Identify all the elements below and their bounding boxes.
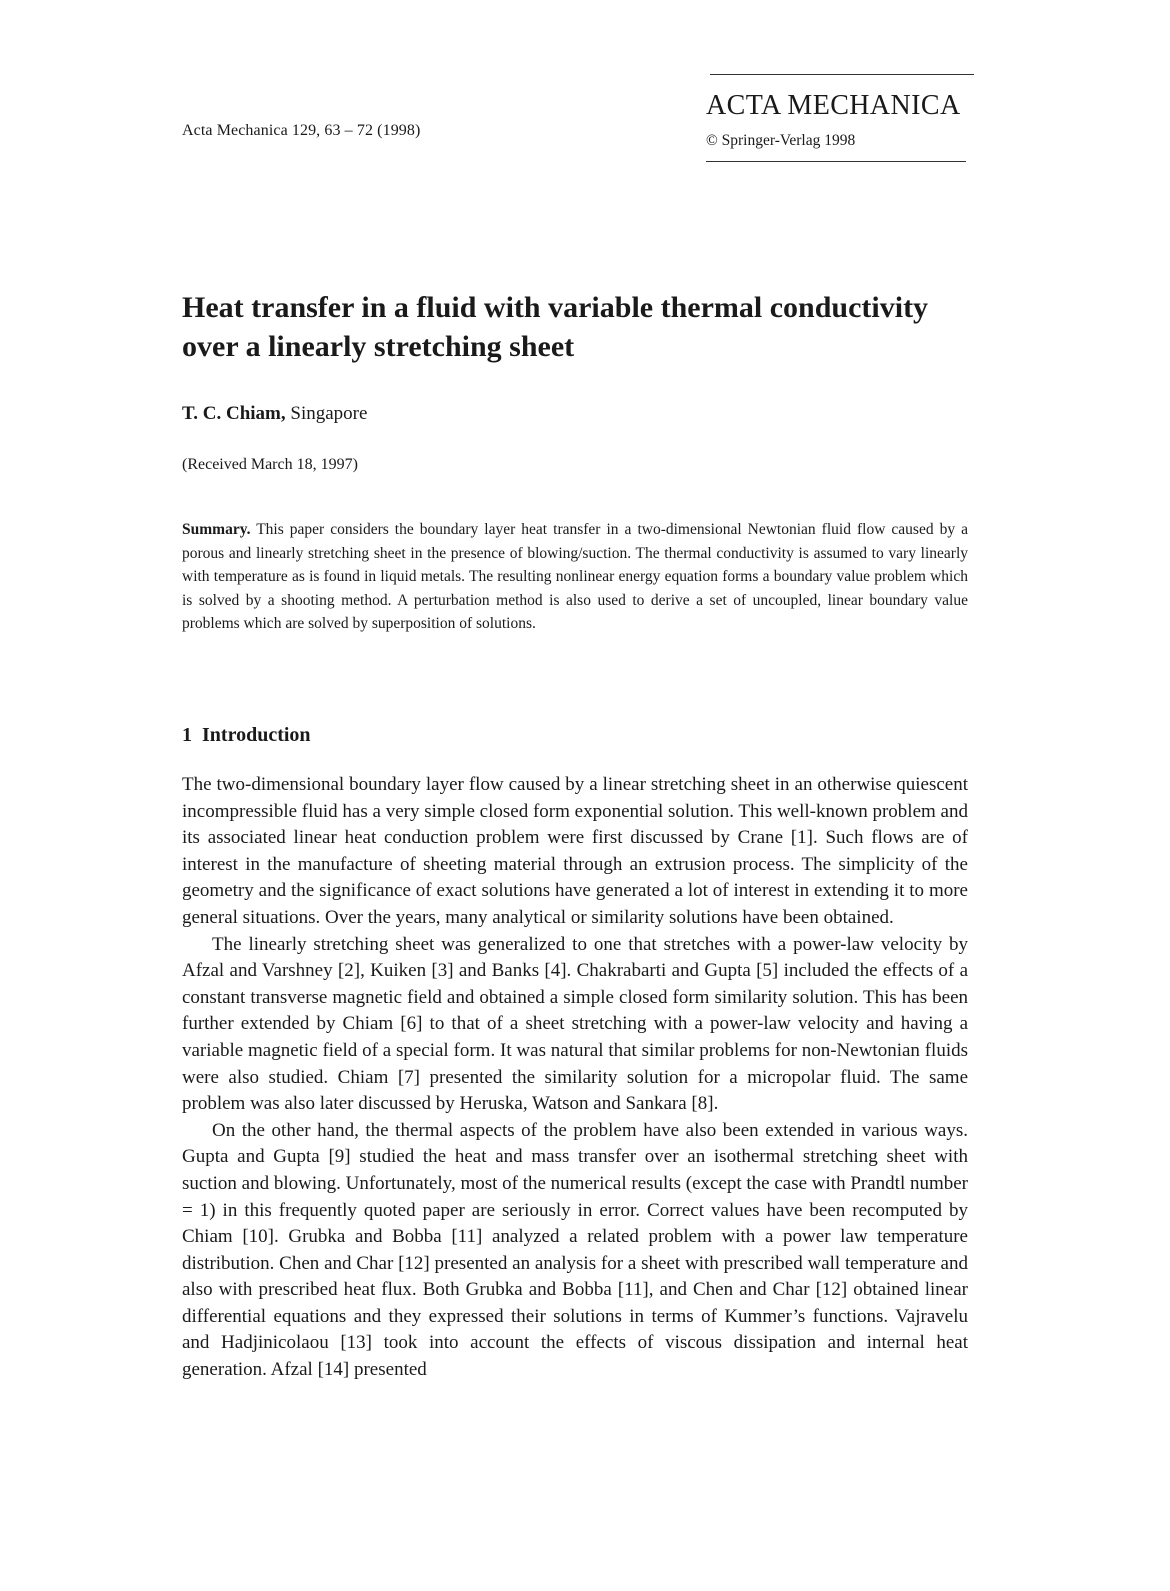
summary-label: Summary. xyxy=(182,521,251,538)
journal-name: ACTA MECHANICA xyxy=(706,90,961,121)
received-date: (Received March 18, 1997) xyxy=(182,456,358,473)
author-line xyxy=(182,403,367,425)
publisher-copyright: © Springer-Verlag 1998 xyxy=(706,132,856,149)
body-text xyxy=(182,772,968,1384)
summary xyxy=(182,518,968,636)
section-heading xyxy=(182,724,311,747)
article-title: Heat transfer in a fluid with variable thermal conductivity over a linearly stretching sheet xyxy=(182,291,929,363)
author-name: T. C. Chiam, xyxy=(182,403,286,424)
masthead-top-rule xyxy=(710,74,974,75)
body-paragraph: On the other hand, the thermal aspects of the problem have also been extended in various ways. Gupta and Gupta [9] studied the heat and mass transfer over an isothermal stretching sheet with suction and blowing. Unfortunately, most of the numerical results (except the case with Prandtl number = 1) in this frequently quoted paper are seriously in error. Correct values have been recomputed by Chiam [10]. Grubka and Bobba [11] analyzed a related problem with a power law temperature distribution. Chen and Char [12] presented an analysis for a sheet with prescribed wall temperature and also with prescribed heat flux. Both Grubka and Bobba [11], and Chen and Char [12] obtained linear differential equations and they expressed their solutions in terms of Kummer’s functions. Vajravelu and Hadjinicolaou [13] took into account the effects of viscous dissipation and internal heat generation. Afzal [14] presented xyxy=(182,1119,969,1381)
body-paragraph: The linearly stretching sheet was generalized to one that stretches with a power-law velocity by Afzal and Varshney [2], Kuiken [3] and Banks [4]. Chakrabarti and Gupta [5] included the effects of a constant transverse magnetic field and obtained a simple closed form similarity solution. This has been further extended by Chiam [6] to that of a sheet stretching with a power-law velocity and having a variable magnetic field of a special form. It was natural that similar problems for non-Newtonian fluids were also studied. Chiam [7] presented the similarity solution for a micropolar fluid. The same problem was also later discussed by Heruska, Watson and Sankara [8]. xyxy=(182,933,968,1115)
author-location: Singapore xyxy=(290,403,368,424)
journal-citation: Acta Mechanica 129, 63 – 72 (1998) xyxy=(182,122,421,139)
section-number: 1 xyxy=(182,724,192,746)
body-paragraph: The two-dimensional boundary layer flow caused by a linear stretching sheet in an otherwise quiescent incompressible fluid has a very simple closed form exponential solution. This well-known problem and its associated linear heat conduction problem were first discussed by Crane [1]. Such flows are of interest in the manufacture of sheeting material through an extrusion process. The simplicity of the geometry and the significance of exact solutions have generated a lot of interest in extending it to more general situations. Over the years, many analytical or similarity solutions have been obtained. xyxy=(182,774,968,928)
masthead-bottom-rule xyxy=(706,161,966,162)
summary-text: This paper considers the boundary layer heat transfer in a two-dimensional Newtonian fluid flow caused by a porous and linearly stretching sheet in the presence of blowing/suction. The thermal conductivity is assumed to vary linearly with temperature as is found in liquid metals. The resulting nonlinear energy equation forms a boundary value problem which is solved by a shooting method. A perturbation method is also used to derive a set of uncoupled, linear boundary value problems which are solved by superposition of solutions. xyxy=(182,521,968,632)
section-title: Introduction xyxy=(202,724,311,746)
